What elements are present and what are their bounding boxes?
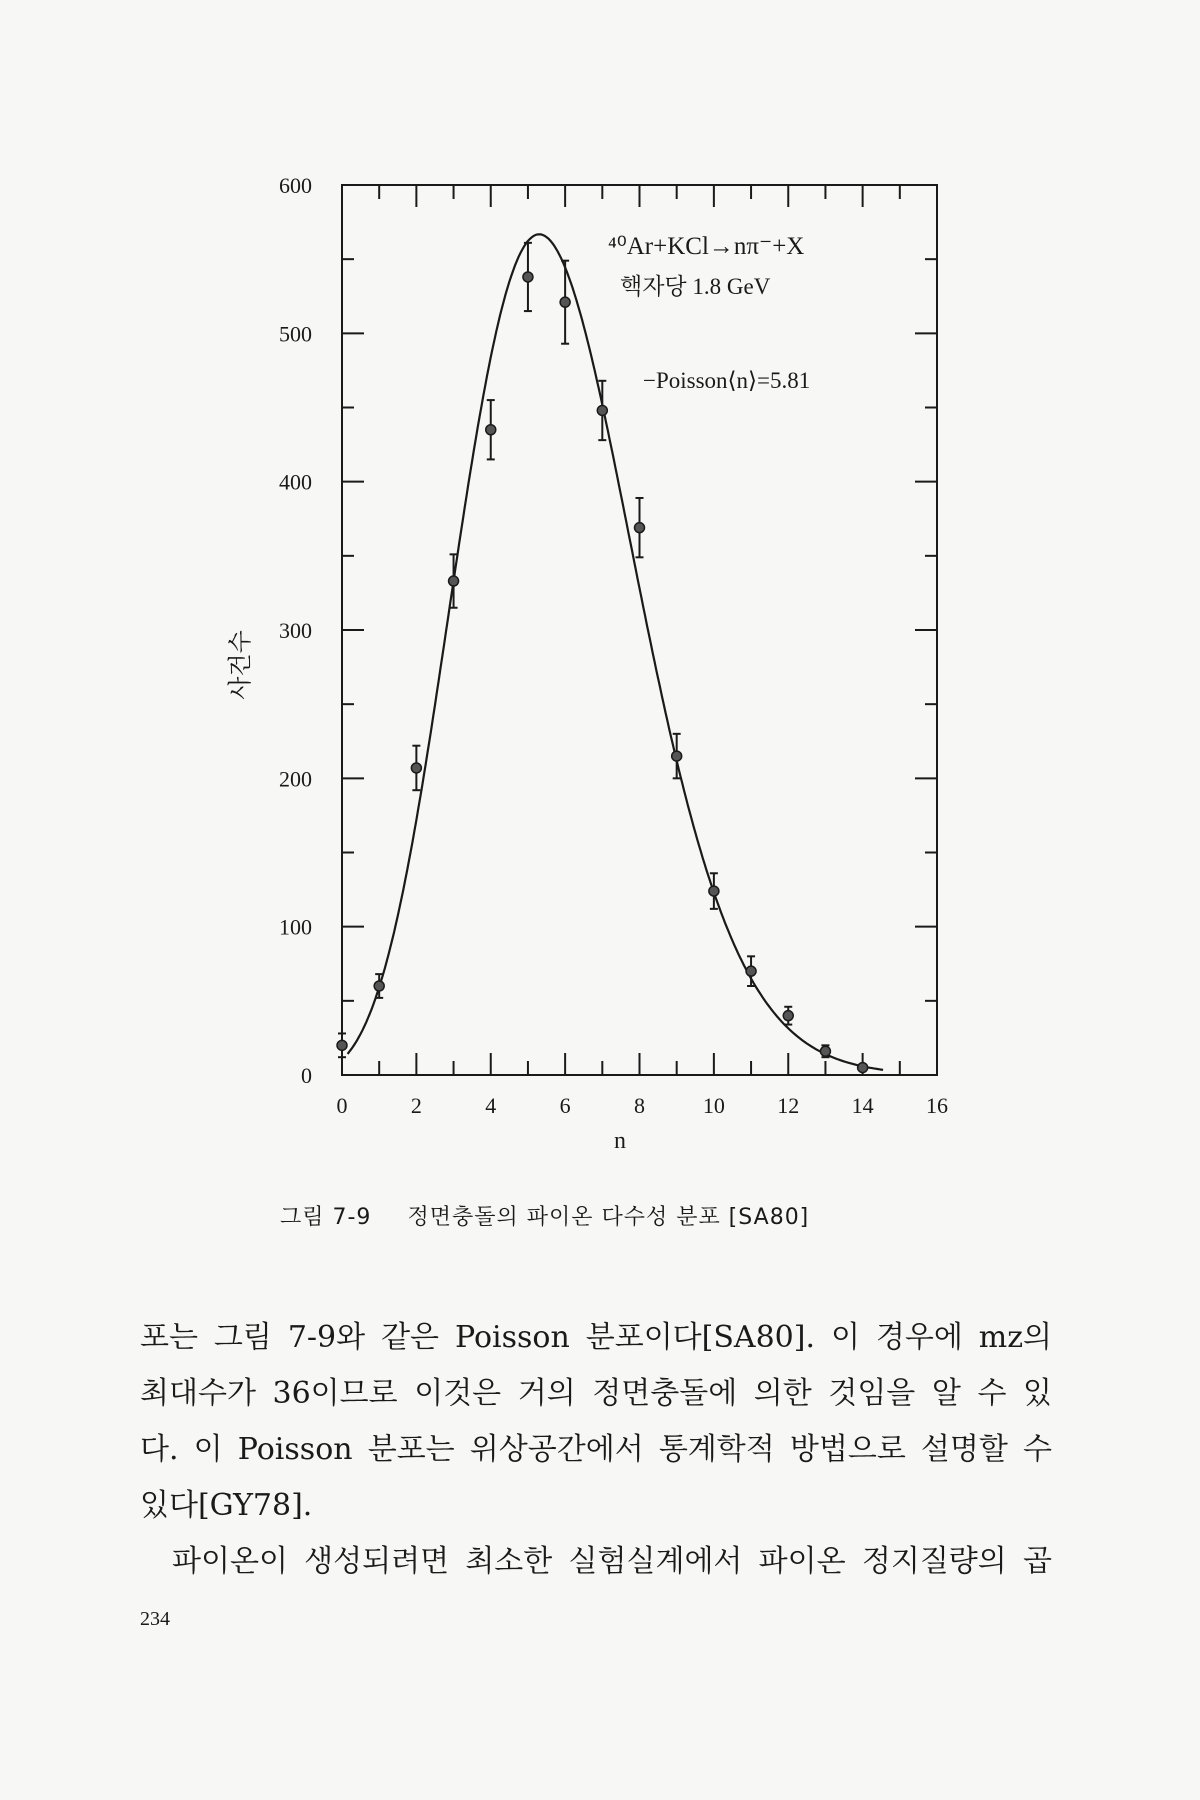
x-tick-label: 16 [926, 1093, 948, 1118]
page-number: 234 [140, 1608, 170, 1630]
data-point [374, 981, 384, 991]
y-tick-label: 400 [279, 469, 312, 495]
data-point [411, 763, 421, 773]
chart-title: ⁴⁰Ar+KCl→nπ⁻+X [608, 233, 805, 260]
poisson-fit-curve [348, 234, 884, 1070]
x-tick-labels [337, 1093, 949, 1118]
body-line-5: 파이온이 생성되려면 최소한 실험실계에서 파이온 정지질량의 곱 [172, 1544, 1052, 1579]
body-line-2: 최대수가 36이므로 이것은 거의 정면충돌에 의한 것임을 알 수 있 [140, 1376, 1052, 1411]
data-point [523, 272, 533, 282]
data-point [709, 886, 719, 896]
y-tick-label: 200 [279, 766, 312, 792]
legend-entry: −Poisson⟨n⟩=5.81 [643, 368, 811, 393]
y-tick-label: 0 [301, 1063, 312, 1088]
body-line-1: 포는 그림 7-9와 같은 Poisson 분포이다[SA80]. 이 경우에 mz의 [140, 1320, 1052, 1355]
x-tick-label: 14 [851, 1093, 874, 1118]
data-point [858, 1063, 868, 1073]
figure-caption [280, 1200, 809, 1231]
data-point [486, 425, 496, 435]
caption-number: 그림 7-9 [280, 1205, 372, 1230]
tick-marks [342, 185, 937, 1075]
y-tick-labels [279, 173, 312, 1088]
y-axis-label: 사건수 [228, 630, 254, 700]
data-point [746, 966, 756, 976]
data-point [783, 1011, 793, 1021]
x-tick-label: 6 [559, 1093, 571, 1118]
x-tick-label: 2 [410, 1093, 422, 1118]
body-line-3: 다. 이 Poisson 분포는 위상공간에서 통계학적 방법으로 설명할 수 [140, 1432, 1052, 1467]
data-point [820, 1046, 830, 1056]
body-line-4: 있다[GY78]. [140, 1488, 313, 1523]
y-tick-label: 300 [279, 618, 312, 643]
plot-frame [342, 185, 937, 1075]
y-tick-label: 600 [279, 173, 312, 198]
data-point [635, 523, 645, 533]
x-tick-label: 0 [336, 1093, 348, 1118]
chart-subtitle: 핵자당 1.8 GeV [620, 274, 771, 299]
y-tick-label: 100 [279, 914, 312, 940]
x-tick-label: 4 [485, 1093, 497, 1118]
data-point [337, 1040, 347, 1050]
x-tick-label: 12 [777, 1093, 800, 1118]
x-tick-label: 10 [702, 1093, 725, 1118]
data-point [672, 751, 682, 761]
data-point [560, 297, 570, 307]
data-point [597, 405, 607, 415]
data-point [449, 576, 459, 586]
x-axis-label: n [614, 1128, 626, 1154]
y-tick-label: 500 [279, 321, 312, 347]
x-tick-label: 8 [634, 1093, 645, 1118]
caption-text: 정면충돌의 파이온 다수성 분포 [SA80] [407, 1205, 810, 1230]
